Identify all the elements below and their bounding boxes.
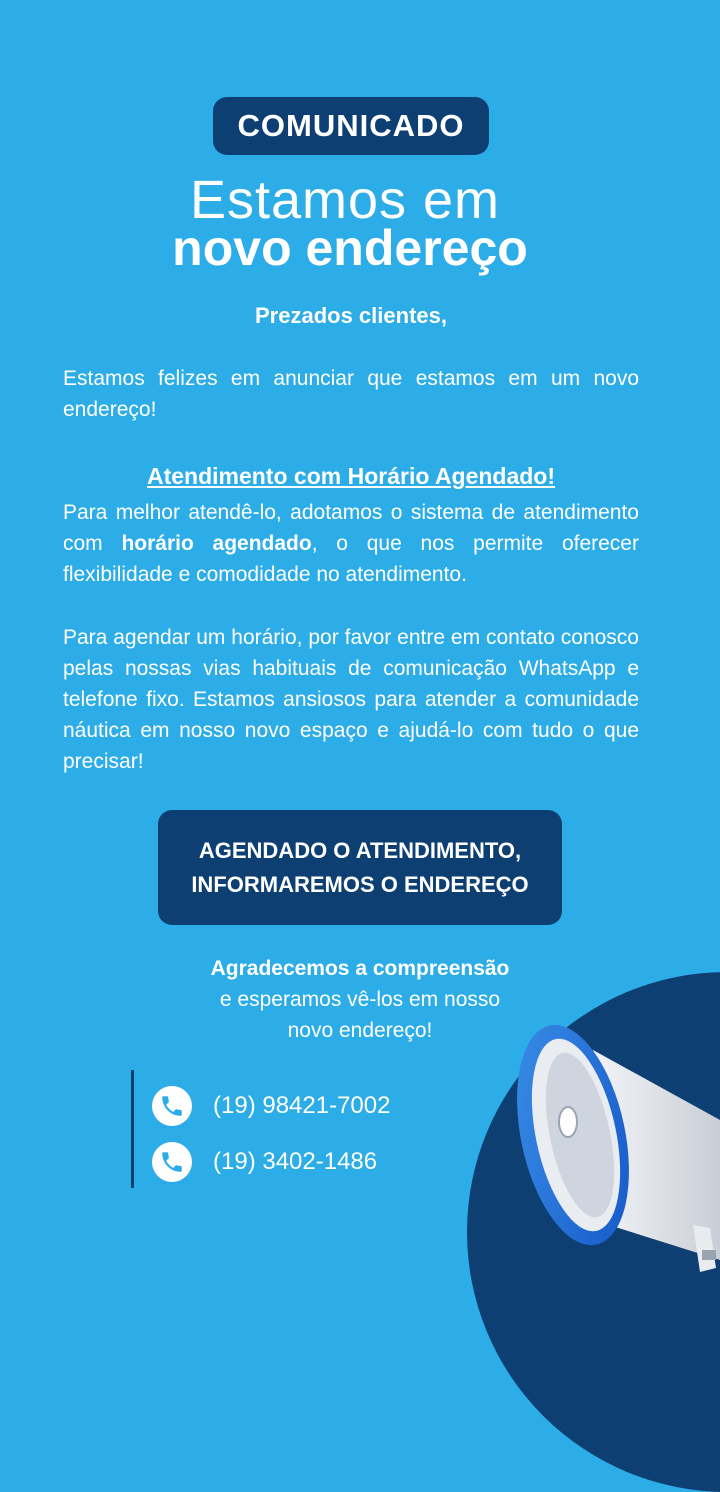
contact-divider (131, 1070, 134, 1188)
contact-row[interactable] (152, 1086, 390, 1126)
phone-number[interactable]: (19) 3402-1486 (213, 1148, 378, 1175)
title-line-2: novo endereço (172, 220, 528, 276)
thanks-line-2: e esperamos vê-los em nosso (219, 988, 501, 1011)
schedule-paragraph-1 (63, 497, 639, 590)
cta-line-2: INFORMAREMOS O ENDEREÇO (191, 871, 529, 897)
title-line-1: Estamos em (189, 170, 501, 230)
cta-banner (158, 810, 562, 925)
phone-icon (152, 1086, 192, 1126)
megaphone-icon (488, 1010, 720, 1280)
schedule-heading: Atendimento com Horário Agendado! (146, 463, 556, 489)
phone-icon (152, 1142, 192, 1182)
schedule-text-after: , o que nos permite oferecer flexibilidade e comodidade no atendimento. (63, 532, 639, 586)
greeting: Prezados clientes, (255, 303, 447, 328)
comunicado-badge: COMUNICADO (213, 97, 489, 155)
schedule-paragraph-2: Para agendar um horário, por favor entre em contato conosco pelas nossas vias habituais de comunicação WhatsApp e telefone fixo. Estamos ansiosos para atender a comunidade náutica em nosso novo espaço e ajudá-lo com tudo o que precisar! (63, 626, 639, 773)
schedule-text-bold: horário agendado (121, 532, 312, 555)
schedule-text-before: Para melhor atendê-lo, adotamos o sistema de atendimento com (63, 501, 639, 555)
contact-row[interactable] (152, 1142, 377, 1182)
cta-line-1: AGENDADO O ATENDIMENTO, (198, 837, 522, 863)
intro-paragraph: Estamos felizes em anunciar que estamos em um novo endereço! (63, 367, 639, 421)
thanks-line-3: novo endereço! (287, 1019, 433, 1042)
phone-number[interactable]: (19) 98421-7002 (213, 1092, 391, 1119)
thanks-line-1: Agradecemos a compreensão (210, 957, 510, 980)
